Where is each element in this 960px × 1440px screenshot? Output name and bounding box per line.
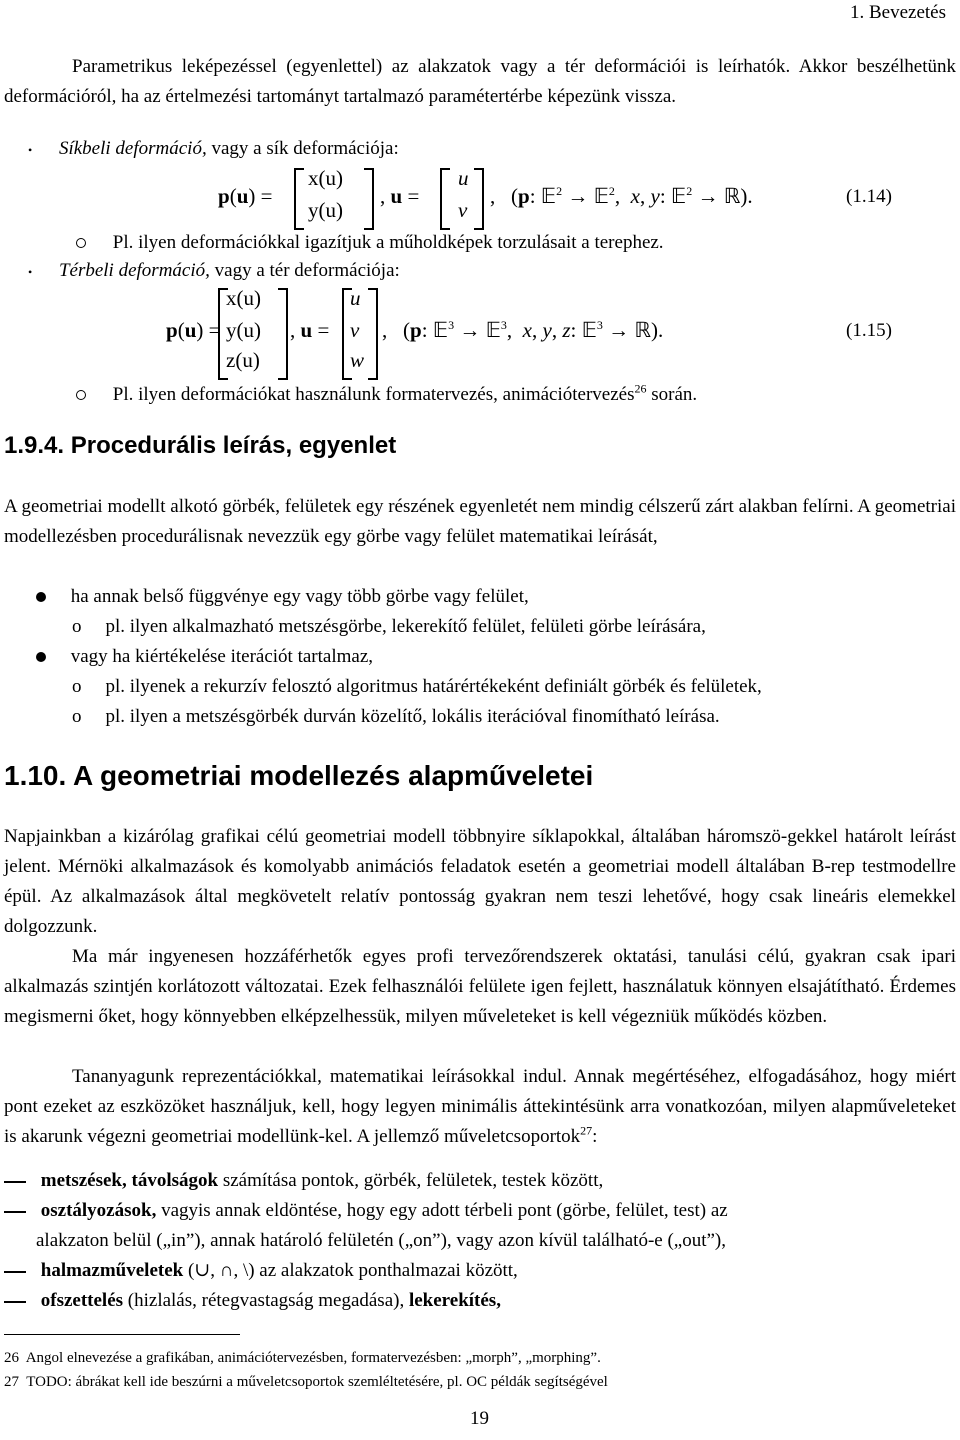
running-header: 1. Bevezetés [849, 2, 946, 23]
eq14-v: v [458, 198, 468, 222]
equation-1-14: p(u) = x(u) y(u) , u = u v , (p: 𝔼$^2$ → 𝔼$^2$, x, y: 𝔼$^2$ → ℝ). [218, 166, 918, 230]
eq15-x: x(u) [226, 286, 261, 310]
proc-item-4: o pl. ilyenek a rekurzív felosztó algoritmus határértékeként definiált görbék és felületek, [72, 676, 762, 697]
equation-1-15: p(u) = x(u) y(u) z(u) , u = u v w , (p: 𝔼$^3$ → 𝔼$^3$, x, y, z: 𝔼$^3$ → ℝ). [166, 286, 866, 382]
page-number: 19 [470, 1408, 489, 1429]
intro-paragraph: Parametrikus leképezéssel (egyenlettel) az alakzatok vagy a tér deformációi is leírhatók. Akkor beszélhetünk deformációról, ha az értelmezési tartományt tartalmazó paramétertérbe képezünk vissza. [4, 56, 956, 107]
bullet-marker: • [28, 143, 33, 157]
eq15-y: y(u) [226, 318, 261, 342]
equation-number-1-14: (1.14) [846, 186, 892, 207]
proc-item-1: ha annak belső függvénye egy vagy több görbe vagy felület, [36, 582, 529, 612]
op-item-1: metszések, távolságok számítása pontok, görbék, felületek, testek között, [4, 1166, 603, 1196]
eq14-x: x(u) [308, 166, 343, 190]
eq14-u: u [458, 166, 469, 190]
dash-bullet-icon [4, 1181, 26, 1183]
bullet-marker: • [28, 265, 33, 279]
footnote-ref-26: 26 [634, 381, 647, 396]
sub-bullet-2: Pl. ilyen deformációkat használunk formatervezés, animációtervezés$^{26}$ során. [76, 380, 697, 410]
spatial-deformation-term: Térbeli deformáció, [58, 260, 210, 281]
planar-deformation-term: Síkbeli deformáció, [58, 138, 207, 159]
dash-bullet-icon [4, 1271, 26, 1273]
bullet-2 [28, 256, 400, 287]
op-item-2: osztályozások, vagyis annak eldöntése, hogy egy adott térbeli pont (görbe, felület, test) az [4, 1196, 728, 1226]
section-title-1-9-4: 1.9.4. Procedurális leírás, egyenlet [4, 432, 397, 459]
op-item-2-continued: alakzaton belül („in”), annak határoló felületén („on”), vagy azon kívül található-e („out”), [36, 1230, 727, 1251]
hollow-bullet-icon [76, 238, 86, 248]
eq14-y: y(u) [308, 198, 343, 222]
eq15-u: u [350, 286, 361, 310]
bullet-1-text: vagy a sík deformációja: [206, 138, 399, 159]
hollow-bullet-icon [76, 390, 86, 400]
dash-bullet-icon [4, 1301, 26, 1303]
section-1-10-paragraph-3: Tananyagunk reprezentációkkal, matematikai leírásokkal indul. Annak megértéséhez, elfogadásához, hogy miért pont ezeket az eszközöket használjuk, kell, hogy legyen minimális áttekintésünk arra vonatkozóan, milyen alapműveleteket is akarunk végezni geometriai modellünk-kel. A jellemző műveletcsoportok$^{27}$: [4, 1066, 956, 1147]
section-1-10-paragraph-2: Ma már ingyenesen hozzáférhetők egyes profi tervezőrendszerek oktatási, tanulási célú, gyakran csak ipari alkalmazás szintjén korlátozott változatai. Ezek felhasználói felülete igen fejlett, használatuk könnyen elsajátítható. Érdemes megismerni őket, hogy könnyebben elképzelhessük, milyen műveleteket is kell végezniük működés közben. [4, 946, 956, 1027]
eq15-v: v [350, 318, 360, 342]
equation-number-1-15: (1.15) [846, 320, 892, 341]
bullet-1 [28, 134, 399, 165]
filled-bullet-icon [36, 592, 46, 602]
footnote-26: 26 Angol elnevezése a grafikában, animációtervezésben, formatervezésben: „morph”, „morphing”. [4, 1350, 601, 1366]
op-item-4: ofszettelés (hizlalás, rétegvastagság megadása), lekerekítés, [4, 1286, 501, 1316]
bullet-2-text: vagy a tér deformációja: [209, 260, 400, 281]
footnote-27: 27 TODO: ábrákat kell ide beszúrni a műveletcsoportok szemléltetésére, pl. OC példák segítségével [4, 1374, 608, 1390]
proc-item-2: o pl. ilyen alkalmazható metszésgörbe, lekerekítő felület, felületi görbe leírására, [72, 616, 706, 637]
sub-bullet-1: Pl. ilyen deformációkkal igazítjuk a műholdképek torzulásait a terephez. [76, 228, 664, 258]
section-1-9-4-paragraph: A geometriai modellt alkotó görbék, felületek egy részének egyenletét nem mindig célszerű zárt alakban felírni. A geometriai modellezésben procedurálisnak nevezzük egy görbe vagy felület matematikai leírását, [4, 496, 956, 547]
dash-bullet-icon [4, 1211, 26, 1213]
op-item-3: halmazműveletek (∪, ∩, \) az alakzatok ponthalmazai között, [4, 1256, 518, 1286]
footnote-separator [4, 1334, 240, 1335]
footnote-ref-27: 27 [580, 1123, 593, 1138]
eq15-w: w [350, 348, 365, 372]
section-1-10-paragraph-1: Napjainkban a kizárólag grafikai célú geometriai modell többnyire síklapokkal, általában háromszö-gekkel határolt leírást jelent. Mérnöki alkalmazások és komolyabb animációs feladatok esetén a geometriai modell általában B-rep testmodellre épül. Az alkalmazások által megkövetelt relatív pontosság gyakran nem teszi lehetővé, hogy csak lineáris elemekkel dolgozzunk. [4, 826, 956, 937]
proc-item-5: o pl. ilyen a metszésgörbék durván közelítő, lokális iterációval finomítható leírása. [72, 706, 720, 727]
eq15-z: z(u) [226, 348, 260, 372]
section-title-1-10: 1.10. A geometriai modellezés alapműveletei [4, 760, 594, 791]
filled-bullet-icon [36, 652, 46, 662]
proc-item-3: vagy ha kiértékelése iterációt tartalmaz, [36, 642, 373, 672]
